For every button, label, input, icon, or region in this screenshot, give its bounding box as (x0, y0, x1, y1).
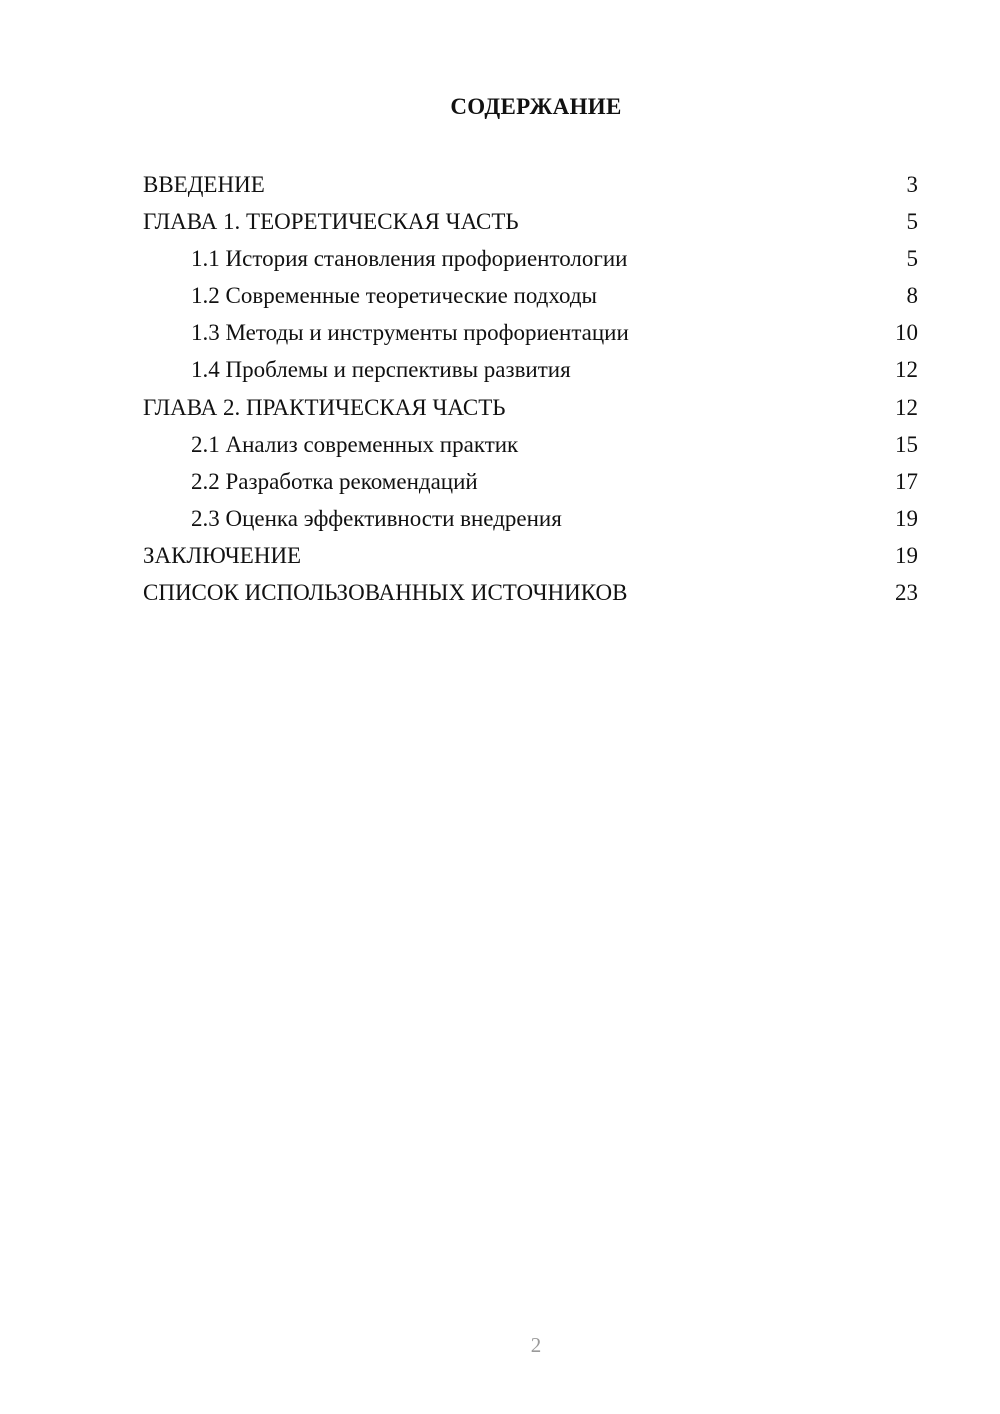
toc-entry-page: 19 (895, 542, 918, 568)
toc-entry-label: ЗАКЛЮЧЕНИЕ (143, 542, 302, 568)
toc-entry-section-2-3 (143, 500, 918, 537)
toc-entry-section-2-2 (143, 463, 918, 500)
toc-entry-section-1-2 (143, 277, 918, 314)
toc-entry-chapter-1 (143, 203, 918, 240)
toc-entry-label: 1.3 Методы и инструменты профориентации (191, 320, 629, 346)
toc-entry-page: 12 (895, 394, 918, 420)
toc-entry-introduction (143, 166, 918, 203)
toc-entry-label: ГЛАВА 2. ПРАКТИЧЕСКАЯ ЧАСТЬ (143, 394, 506, 420)
toc-entry-section-1-3 (143, 314, 918, 351)
toc-entry-page: 15 (895, 431, 918, 457)
toc-entry-page: 5 (906, 209, 918, 235)
toc-entry-page: 12 (895, 357, 918, 383)
toc-entry-label: ГЛАВА 1. ТЕОРЕТИЧЕСКАЯ ЧАСТЬ (143, 209, 519, 235)
toc-entry-page: 3 (906, 172, 918, 197)
toc-entry-page: 19 (895, 505, 918, 531)
toc-entry-page: 10 (895, 320, 918, 346)
toc-entry-page: 8 (906, 283, 918, 309)
toc-entry-chapter-2 (143, 389, 918, 426)
toc-entry-label: 2.1 Анализ современных практик (191, 431, 519, 457)
toc-entry-references (143, 574, 918, 611)
page-number: 2 (530, 1333, 542, 1357)
toc-entry-label: 2.2 Разработка рекомендаций (191, 468, 478, 494)
table-of-contents (143, 166, 918, 611)
toc-entry-section-1-4 (143, 351, 918, 388)
toc-entry-label: 1.2 Современные теоретические подходы (191, 283, 597, 309)
toc-title: СОДЕРЖАНИЕ (450, 94, 622, 119)
toc-entry-page: 17 (895, 468, 918, 494)
toc-entry-label: 1.4 Проблемы и перспективы развития (191, 357, 571, 383)
toc-entry-page: 5 (906, 246, 918, 272)
toc-entry-label: ВВЕДЕНИЕ (143, 172, 265, 197)
toc-entry-label: 1.1 История становления профориентологии (191, 246, 628, 272)
toc-entry-label: СПИСОК ИСПОЛЬЗОВАННЫХ ИСТОЧНИКОВ (143, 580, 628, 606)
toc-entry-conclusion (143, 537, 918, 574)
toc-entry-label: 2.3 Оценка эффективности внедрения (191, 505, 562, 531)
toc-entry-page: 23 (895, 580, 918, 606)
toc-entry-section-2-1 (143, 426, 918, 463)
toc-entry-section-1-1 (143, 240, 918, 277)
